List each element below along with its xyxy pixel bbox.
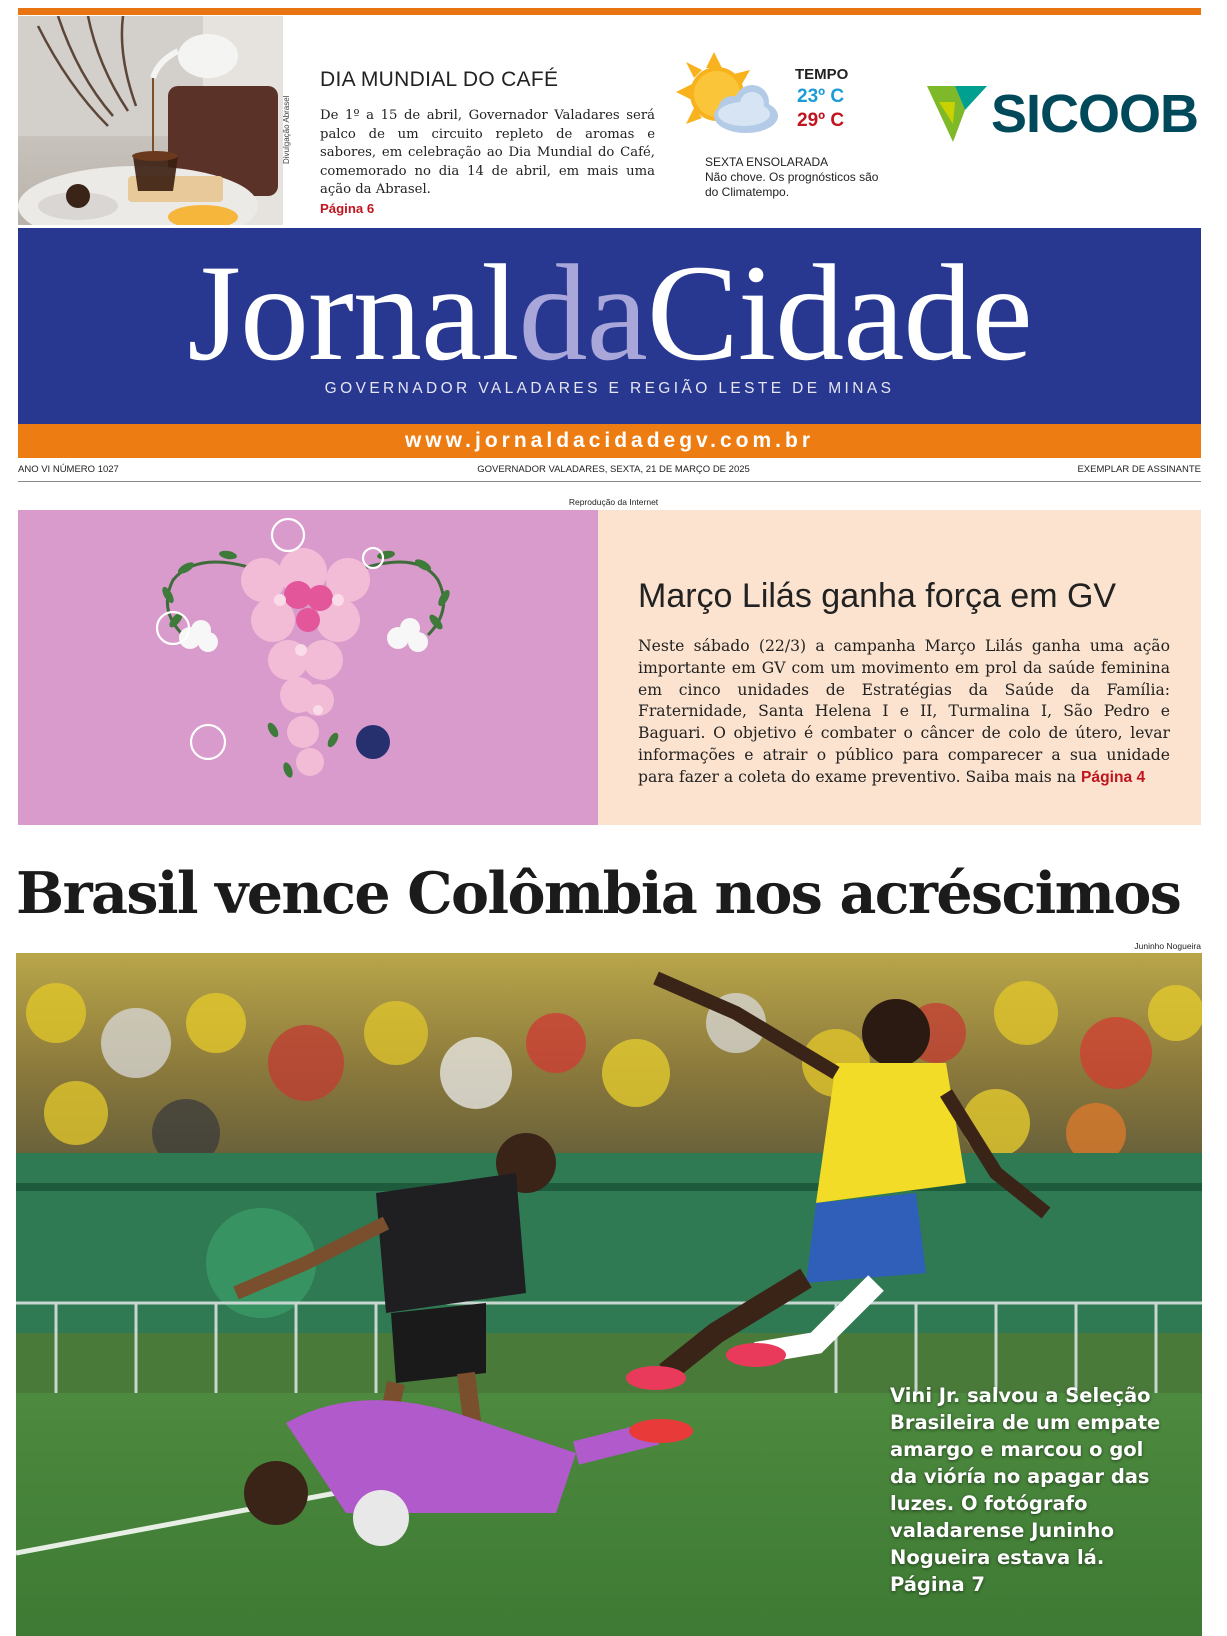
masthead (18, 228, 1201, 424)
coffee-illustration (18, 16, 283, 225)
lilas-photo (18, 510, 598, 825)
edition-divider (18, 481, 1201, 482)
lilas-photo-credit: Reprodução da Internet (568, 497, 659, 507)
coffee-photo-credit: Divulgação Abrasel (282, 95, 291, 165)
max-temperature: 29º C (797, 110, 845, 131)
masthead-subtitle: GOVERNADOR VALADARES E REGIÃO LESTE DE MINAS (324, 380, 895, 397)
weather-headline: SEXTA ENSOLARADA (705, 155, 829, 169)
cafe-body-text: De 1º a 15 de abril, Governador Valadares será palco de um circuito repleto de aromas e sabores, em celebração ao Dia Mundial do Café, comemorado no dia 14 de abril, em mais uma ação da Abrasel. (320, 108, 655, 197)
masthead-title-jornal: Jornal (187, 236, 519, 389)
dateline: GOVERNADOR VALADARES, SEXTA, 21 DE MARÇO DE 2025 (477, 464, 750, 475)
masthead-title-da: da (518, 236, 647, 389)
cafe-body (320, 107, 655, 219)
lilas-article (598, 510, 1201, 825)
lilas-title[interactable]: Março Lilás ganha força em GV (638, 577, 1117, 615)
lilas-body-text: Neste sábado (22/3) a campanha Março Lilás ganha uma ação importante em GV com um movimento em prol da saúde feminina em cinco unidades de Estratégias da Saúde da Família: Fraternidade, Santa Helena I e II, Turmalina I, São Pedro e Baguari. O objetivo é combater o câncer de colo de útero, levar informações e atrair o público para comparecer a sua unidade para fazer a coleta do exame preventivo. Saiba mais na (638, 637, 1170, 786)
lilas-body (638, 636, 1170, 789)
main-photo-caption: Vini Jr. salvou a Seleção Brasileira de um empate amargo e marcou o gol da vióría no apagar das luzes. O fotógrafo valadarense Juninho Nogueira estava lá. Página 7 (890, 1384, 1161, 1596)
copy-type: EXEMPLAR DE ASSINANTE (1077, 464, 1201, 475)
sicoob-logo-icon (925, 82, 989, 146)
top-accent-rule (18, 8, 1201, 15)
lilas-page-ref[interactable]: Página 4 (1081, 768, 1146, 786)
main-headline[interactable]: Brasil vence Colômbia nos acréscimos (16, 860, 1181, 927)
cafe-title: DIA MUNDIAL DO CAFÉ (320, 68, 559, 91)
coffee-photo (18, 16, 283, 225)
sponsor-name: SICOOB (991, 84, 1199, 144)
weather-label: TEMPO (795, 66, 849, 83)
masthead-title-cidade: Cidade (646, 236, 1032, 389)
sun-cloud-icon (672, 48, 782, 143)
sponsor-logo[interactable] (925, 82, 1199, 146)
uterus-flower-illustration (18, 510, 598, 825)
main-photo-credit: Juninho Nogueira (1134, 941, 1201, 951)
min-temperature: 23º C (797, 86, 845, 107)
weather-note: Não chove. Os prognósticos são do Climatempo. (705, 170, 879, 199)
cafe-page-ref[interactable]: Página 6 (320, 200, 375, 216)
issue-number: ANO VI NÚMERO 1027 (18, 464, 119, 475)
website-url[interactable]: www.jornaldacidadegv.com.br (18, 424, 1201, 458)
